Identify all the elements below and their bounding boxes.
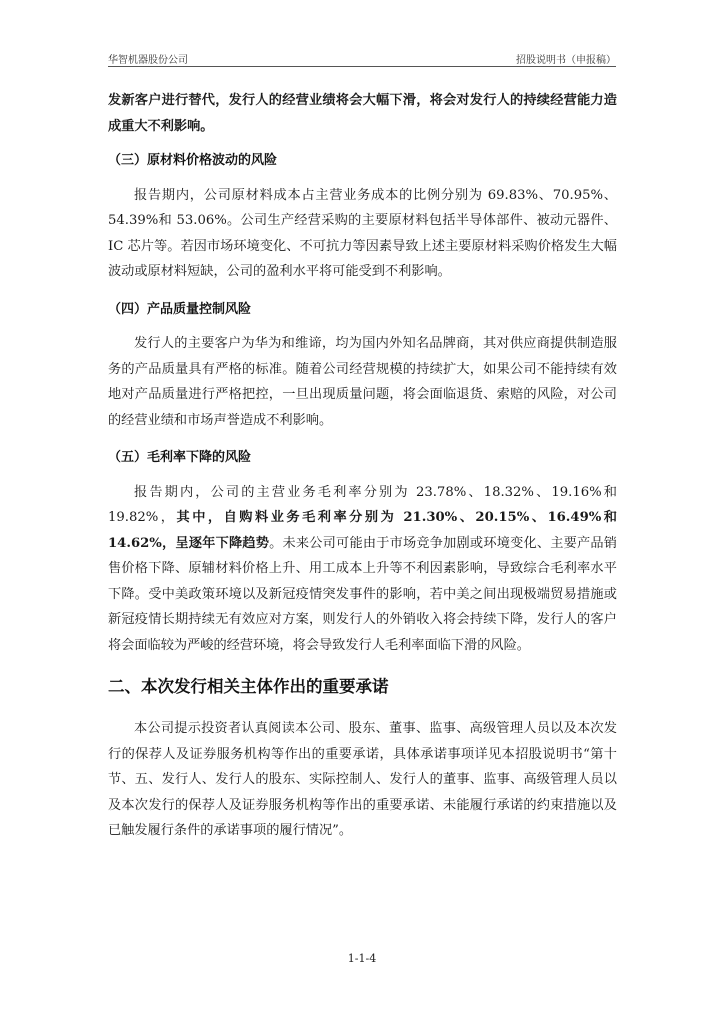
- section-heading-raw-material-risk: （三）原材料价格波动的风险: [108, 153, 278, 168]
- intro-bold-paragraph: 发新客户进行替代，发行人的经营业绩将会大幅下滑，将会对发行人的持续经营能力造成重大不利影响。: [108, 93, 617, 134]
- page-number: 1-1-4: [347, 952, 377, 965]
- paragraph-raw-material-risk: 报告期内，公司原材料成本占主营业务成本的比例分别为 69.83%、70.95%、54.39%和 53.06%。公司生产经营采购的主要原材料包括半导体部件、被动元器件、IC 芯片等。若因市场环境变化、不可抗力等因素导致上述主要原材料采购价格发生大幅波动或原材料短缺，公司的盈利水平将可能受到不利影响。: [108, 187, 617, 279]
- page-header: [108, 50, 616, 67]
- paragraph-commitments: 本公司提示投资者认真阅读本公司、股东、董事、监事、高级管理人员以及本次发行的保荐人及证券服务机构等作出的重要承诺，具体承诺事项详见本招股说明书“第十节、五、发行人、发行人的股东、实际控制人、发行人的董事、监事、高级管理人员以及本次发行的保荐人及证券服务机构等作出的重要承诺、未能履行承诺的约束措施以及已触发履行条件的承诺事项的履行情况”。: [108, 721, 617, 838]
- header-doc-title: 招股说明书（申报稿）: [516, 55, 616, 66]
- section-heading-gross-margin-risk: （五）毛利率下降的风险: [108, 450, 252, 465]
- page-content: [108, 88, 617, 844]
- paragraph-quality-control-risk: 发行人的主要客户为华为和维谛，均为国内外知名品牌商，其对供应商提供制造服务的产品质量具有严格的标准。随着公司经营规模的持续扩大，如果公司不能持续有效地对产品质量进行严格把控，一旦出现质量问题，将会面临退货、索赔的风险，对公司的经营业绩和市场声誉造成不利影响。: [108, 336, 617, 428]
- gross-margin-text-b: 。未来公司可能由于市场竞争加剧或环境变化、主要产品销售价格下降、原辅材料价格上升、用工成本上升等不利因素影响，导致综合毛利率水平下降。受中美政策环境以及新冠疫情突发事件的影响，若中美之间出现极端贸易措施或新冠疫情长期持续无有效应对方案，则发行人的外销收入将会持续下降，发行人的客户将会面临较为严峻的经营环境，将会导致发行人毛利率面临下滑的风险。: [108, 535, 617, 653]
- gross-margin-text-a: 报告期内，公司的主营业务毛利率分别为 23.78%、18.32%、19.16%和 19.82%，: [108, 484, 617, 525]
- gross-margin-text-bold: 其中，自购料业务毛利率分别为 21.30%、20.15%、16.49%和 14.62%，呈逐年下降趋势: [108, 510, 617, 551]
- section-heading-commitments: 二、本次发行相关主体作出的重要承诺: [108, 677, 389, 696]
- section-heading-quality-control-risk: （四）产品质量控制风险: [108, 301, 252, 317]
- header-company: 华智机器股份公司: [108, 55, 188, 66]
- paragraph-gross-margin-risk: [108, 480, 617, 659]
